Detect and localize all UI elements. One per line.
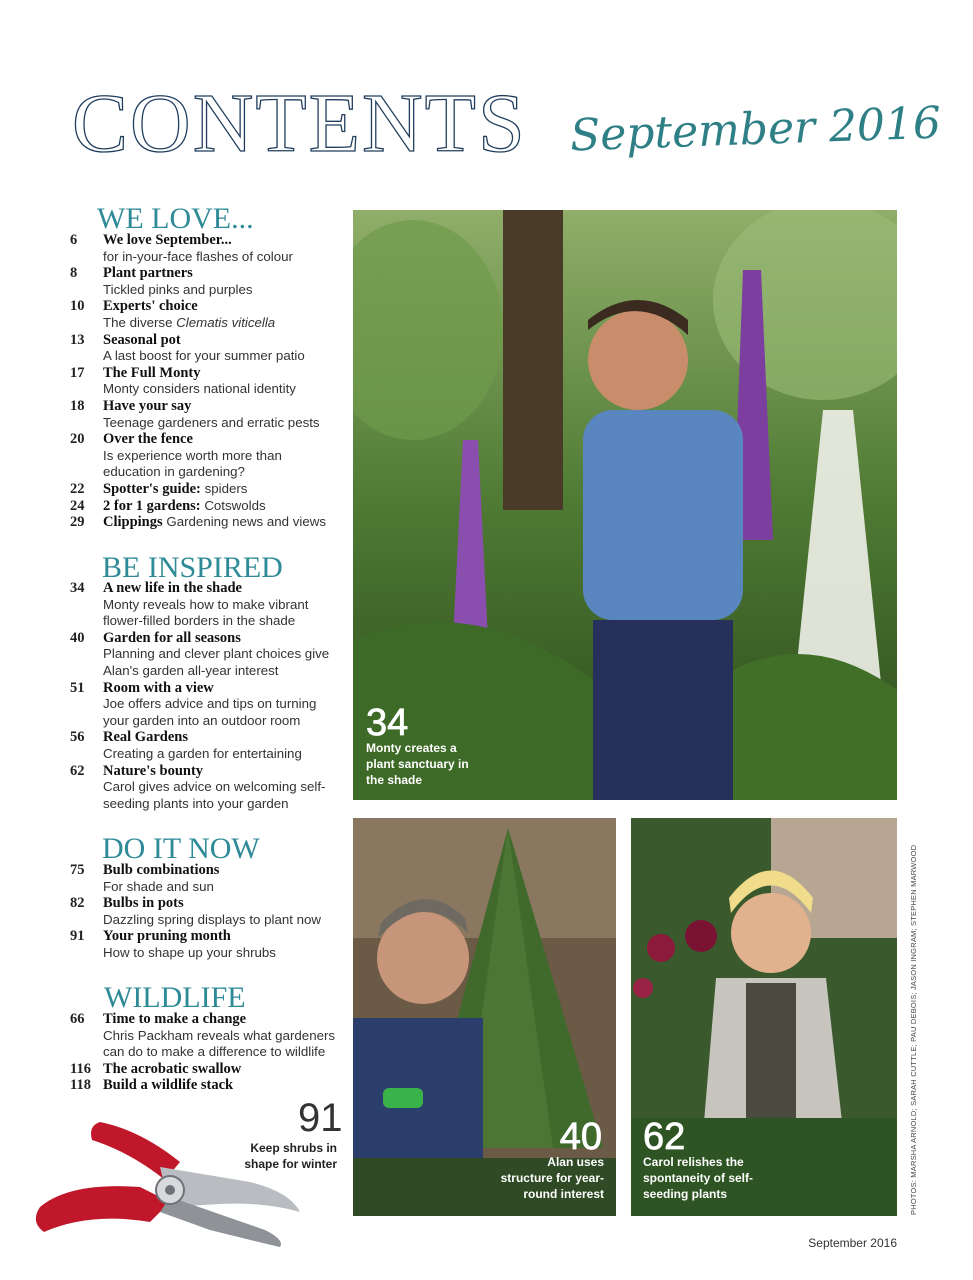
toc-entry-body [103,630,342,680]
photo-carol[interactable] [631,818,897,1216]
toc-entry-body [103,1077,342,1094]
toc-title: The acrobatic swallow [103,1060,242,1077]
secateurs-image [30,1112,305,1252]
toc-title: Seasonal pot [103,331,181,348]
photo-credits: PHOTOS: MARSHA ARNOLD; SARAH CUTTLE; PAU DEBOIS; JASON INGRAM; STEPHEN MARWOOD [909,844,918,1215]
toc-entry-body [103,763,342,813]
toc-entry[interactable] [70,498,342,515]
toc-page-number: 118 [70,1077,91,1094]
section-heading-wildlife: WILDLIFE [104,981,246,1014]
toc-page-number: 34 [70,580,85,596]
toc-page-number: 56 [70,729,85,746]
toc-description: Monty considers national identity [103,381,296,397]
toc-entry[interactable] [70,365,342,398]
toc-page-number: 66 [70,1011,85,1027]
photo-alan-caption: Alan uses structure for year-round interest [500,1155,604,1201]
section-heading-we-love: WE LOVE... [97,202,254,235]
toc-entry[interactable] [70,514,342,531]
toc-page-number: 116 [70,1060,91,1077]
toc-page-number: 29 [70,514,85,531]
toc-description: Dazzling spring displays to plant now [103,911,322,927]
toc-description: Is experience worth more than education in gardening? [103,447,282,480]
toc-title: Nature's bounty [103,762,204,779]
toc-entry[interactable] [70,763,342,813]
issue-date: September 2016 [569,97,942,162]
toc-title: Room with a view [103,679,214,696]
toc-title: We love September... [103,232,232,248]
toc-entry-body [103,895,342,928]
toc-description: Gardening news and views [166,514,327,530]
photo-alan[interactable] [353,818,616,1216]
toc-entry-body [103,729,342,762]
toc-description: Cotswolds [204,497,266,513]
monty-garden-illustration [353,210,897,800]
page-title: CONTENTS [72,77,527,170]
section-heading-do-it-now: DO IT NOW [102,832,260,865]
toc-title: Experts' choice [103,298,198,315]
toc-entry-body [103,1011,342,1061]
toc-entry-body [103,862,342,895]
toc-entry-body [103,481,342,498]
toc-title: Your pruning month [103,928,231,945]
toc-page-number: 13 [70,331,85,348]
toc-entry-body [103,365,342,398]
toc-entry[interactable] [70,680,342,730]
toc-page-number: 91 [70,928,85,945]
toc-title: Garden for all seasons [103,629,241,646]
toc-entry-body [103,580,342,630]
secateurs-page-number: 91 [298,1096,343,1140]
toc-entry-body [103,431,342,481]
toc-page-number: 6 [70,232,78,248]
toc-entry-body [103,265,342,298]
toc-page-number: 22 [70,481,85,497]
toc-entry[interactable] [70,729,342,762]
toc-entry-body [103,680,342,730]
toc-title: Clippings [103,514,163,531]
toc-entry-body [103,332,342,365]
toc-title: Bulb combinations [103,862,220,878]
toc-page-number: 40 [70,629,85,646]
toc-entry-body [103,498,342,515]
toc-description: Chris Packham reveals what gardeners can do to make a difference to wildlife [103,1027,336,1060]
toc-entry-body [103,398,342,431]
toc-page-number: 17 [70,364,85,381]
photo-monty[interactable] [353,210,897,800]
toc-title: Build a wildlife stack [103,1077,234,1094]
photo-alan-page-number: 40 [559,1116,602,1158]
toc-title: Time to make a change [103,1011,247,1027]
toc-entry[interactable] [70,1077,342,1094]
footer-issue-date: September 2016 [808,1236,897,1250]
toc-title: Have your say [103,398,192,414]
toc-description: Tickled pinks and purples [103,281,253,297]
toc-title: Plant partners [103,265,193,282]
toc-description: A last boost for your summer patio [103,348,305,364]
toc-page-number: 82 [70,895,85,912]
toc-page-number: 75 [70,862,85,878]
toc-entry-body [103,514,342,531]
toc-title: Over the fence [103,431,193,448]
photo-monty-page-number: 34 [366,702,409,744]
secateurs-caption: Keep shrubs in shape for winter [244,1141,337,1171]
toc-entry[interactable] [70,398,342,431]
toc-entry[interactable] [70,431,342,481]
toc-page-number: 20 [70,431,85,448]
toc-entry-body [103,298,342,331]
toc-entry[interactable] [70,862,342,895]
toc-entry[interactable] [70,298,342,331]
toc-title: 2 for 1 gardens: [103,497,201,514]
photo-carol-page-number: 62 [643,1116,686,1158]
toc-page-number: 24 [70,497,85,514]
toc-entry[interactable] [70,630,342,680]
toc-page-number: 10 [70,298,85,315]
photo-monty-caption: Monty creates a plant sanctuary in the shade [366,741,469,787]
toc-entry[interactable] [70,895,342,928]
toc-description: Planning and clever plant choices give Alan's garden all-year interest [103,646,330,678]
toc-entry[interactable] [70,1011,342,1061]
toc-entry[interactable] [70,232,342,265]
toc-page-number: 18 [70,398,85,414]
toc-description: For shade and sun [103,878,214,894]
toc-entry[interactable] [70,481,342,498]
toc-page-number: 8 [70,265,78,282]
toc-entry-body [103,1061,342,1078]
toc-entry[interactable] [70,265,342,298]
toc-description: Monty reveals how to make vibrant flower-filled borders in the shade [103,596,309,629]
toc-entry-body [103,928,342,961]
toc-description: How to shape up your shrubs [103,944,276,960]
toc-entry-body [103,232,342,265]
toc-description: The diverse [103,314,177,330]
toc-title: Bulbs in pots [103,895,184,912]
photo-carol-caption: Carol relishes the spontaneity of self-seeding plants [643,1155,754,1201]
toc-description-italic: Clematis viticella [176,314,276,330]
toc-title: Spotter's guide: [103,481,201,497]
toc-entry[interactable] [70,928,342,961]
toc-title: The Full Monty [103,364,201,381]
toc-description: Joe offers advice and tips on turning your garden into an outdoor room [103,696,317,728]
toc-description: spiders [204,481,248,496]
toc-description: Creating a garden for entertaining [103,745,302,761]
toc-page-number: 51 [70,679,85,696]
toc-entry[interactable] [70,1061,342,1078]
toc-title: Real Gardens [103,729,188,746]
toc-description: Carol gives advice on welcoming self-seeding plants into your garden [103,779,326,811]
section-heading-be-inspired: BE INSPIRED [102,551,283,584]
toc-entry[interactable] [70,580,342,630]
toc-entry[interactable] [70,332,342,365]
toc-description: Teenage gardeners and erratic pests [103,414,320,430]
toc-description: for in-your-face flashes of colour [103,248,293,264]
toc-title: A new life in the shade [103,580,242,596]
toc-page-number: 62 [70,762,85,779]
